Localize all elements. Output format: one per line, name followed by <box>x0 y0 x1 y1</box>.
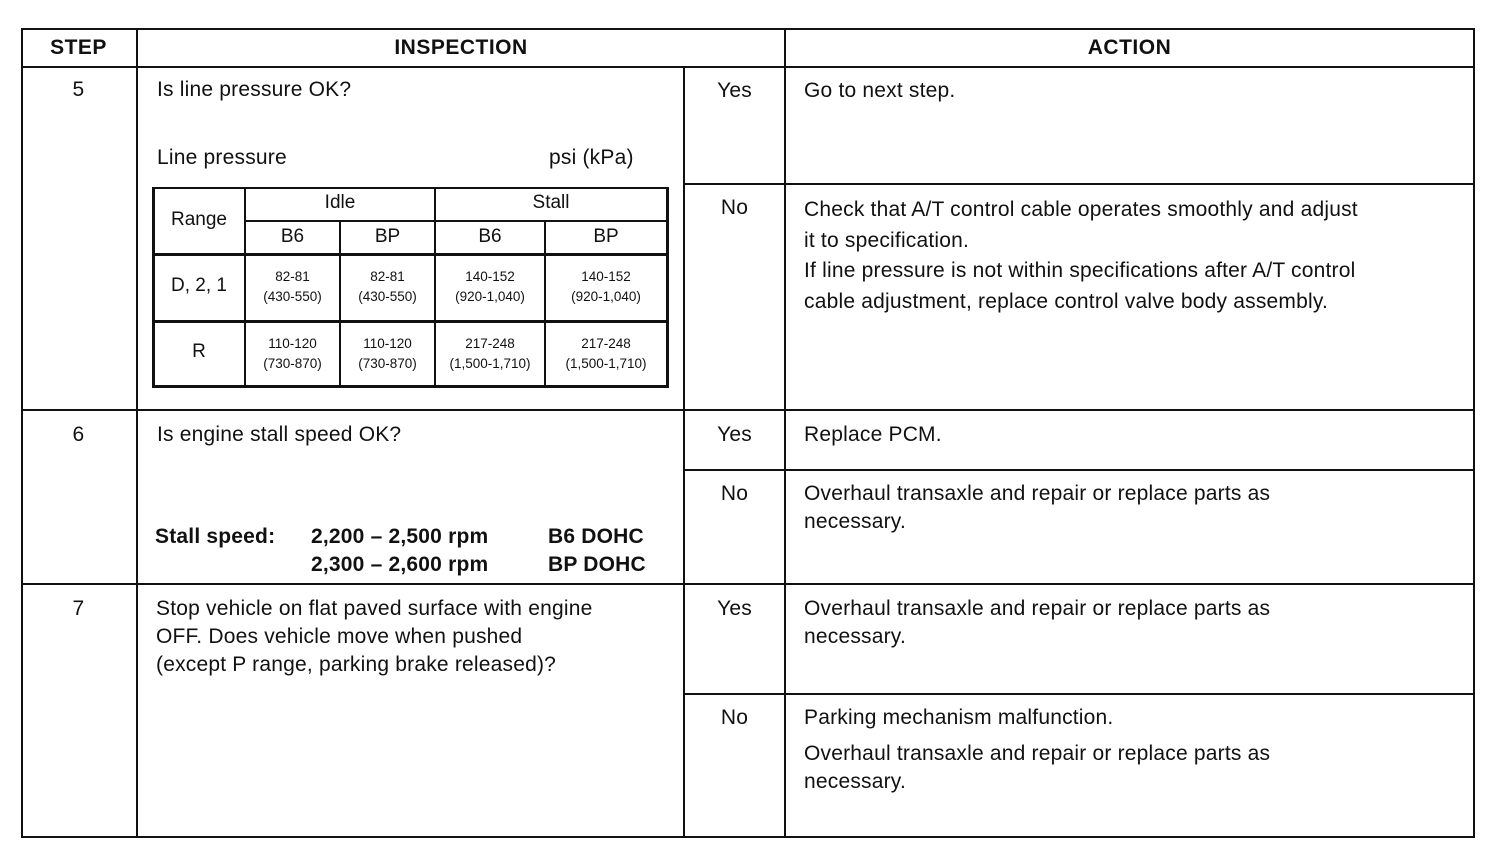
question-line: (except P range, parking brake released)? <box>156 653 557 676</box>
lp-cell <box>341 334 434 374</box>
lp-group-idle: Idle <box>324 192 356 213</box>
step-6-no-action <box>804 480 1270 536</box>
lp-group-stall: Stall <box>532 192 570 213</box>
lp-table-group-divider <box>245 220 668 222</box>
action-line: cable adjustment, replace control valve body assembly. <box>804 289 1329 313</box>
lp-cell-psi: 217-248 <box>581 336 631 351</box>
step-7-no-label: No <box>720 706 749 729</box>
lp-table-header-divider <box>152 253 668 256</box>
lp-cell <box>436 334 544 374</box>
lp-cell-psi: 82-81 <box>275 269 310 284</box>
action-line: If line pressure is not within specifications after A/T control <box>804 259 1356 282</box>
lp-engine-stall-b6: B6 <box>478 226 502 247</box>
action-column-divider <box>784 28 786 838</box>
lp-cell-psi: 82-81 <box>370 269 405 284</box>
stall-speed-b6-engine: B6 DOHC <box>548 525 644 548</box>
action-line: Overhaul transaxle and repair or replace parts as <box>804 482 1271 505</box>
step-5-yes-no-divider <box>683 183 1475 185</box>
lp-range-r: R <box>192 341 206 362</box>
header-divider <box>21 66 1475 68</box>
lp-cell-kpa: (920-1,040) <box>571 289 641 304</box>
step-7-yes-label: Yes <box>717 597 752 620</box>
lp-table-right <box>666 187 669 388</box>
table-border-bottom <box>21 836 1475 838</box>
lp-range-d21: D, 2, 1 <box>171 275 227 296</box>
table-border-top <box>21 28 1475 30</box>
step-5-yes-action: Go to next step. <box>804 79 956 102</box>
header-step: STEP <box>50 36 107 59</box>
lp-engine-idle-bp: BP <box>374 226 401 247</box>
action-line: necessary. <box>804 510 906 533</box>
lp-cell-psi: 110-120 <box>268 336 317 351</box>
lp-cell-kpa: (430-550) <box>358 289 417 304</box>
lp-table-row-divider <box>152 320 668 323</box>
table-border-right <box>1473 28 1475 838</box>
step-7-number: 7 <box>72 597 85 620</box>
action-line: it to specification. <box>804 228 970 252</box>
lp-cell-psi: 140-152 <box>465 269 515 284</box>
lp-cell-kpa: (730-870) <box>263 356 322 371</box>
lp-engine-idle-b6: B6 <box>280 226 305 247</box>
step-6-yes-label: Yes <box>717 423 752 446</box>
step-5-no-action <box>804 195 1358 317</box>
action-line: Check that A/T control cable operates smoothly and adjust <box>804 198 1358 221</box>
action-line: necessary. <box>804 625 906 648</box>
lp-cell <box>246 334 339 374</box>
lp-cell-kpa: (1,500-1,710) <box>449 356 531 371</box>
lp-table-bottom <box>152 385 668 388</box>
step-7-no-action-first: Parking mechanism malfunction. <box>804 706 1114 729</box>
lp-cell <box>341 267 434 307</box>
lp-engine-stall-bp: BP <box>593 226 619 247</box>
stall-speed-b6-rpm: 2,200 – 2,500 rpm <box>311 525 489 548</box>
step-6-question: Is engine stall speed OK? <box>157 423 402 446</box>
step-5-question: Is line pressure OK? <box>157 78 352 101</box>
stall-speed-bp-engine: BP DOHC <box>548 553 646 576</box>
stall-speed-label: Stall speed: <box>155 525 276 548</box>
lp-cell <box>546 334 666 374</box>
lp-table-top <box>152 187 668 189</box>
step-6-no-label: No <box>720 482 749 505</box>
lp-cell-kpa: (430-550) <box>263 289 322 304</box>
lp-cell <box>546 267 666 307</box>
lp-cell-psi: 140-152 <box>581 269 631 284</box>
lp-cell-kpa: (1,500-1,710) <box>565 356 647 371</box>
lp-cell <box>246 267 339 307</box>
line-pressure-label: Line pressure <box>157 146 287 169</box>
step-6-yes-no-divider <box>683 469 1475 471</box>
question-line: Stop vehicle on flat paved surface with engine <box>156 597 593 620</box>
step-row-divider-5-6 <box>21 409 1475 411</box>
action-line: Overhaul transaxle and repair or replace parts as <box>804 742 1271 765</box>
step-5-number: 5 <box>72 78 85 101</box>
line-pressure-unit: psi (kPa) <box>549 146 634 169</box>
header-action: ACTION <box>1087 36 1172 59</box>
step-column-divider <box>136 28 138 838</box>
step-7-yes-no-divider <box>683 693 1475 695</box>
stall-speed-bp-rpm: 2,300 – 2,600 rpm <box>311 553 489 576</box>
lp-cell-kpa: (730-870) <box>358 356 417 371</box>
lp-cell-psi: 110-120 <box>363 336 412 351</box>
action-line: necessary. <box>804 770 906 793</box>
question-line: OFF. Does vehicle move when pushed <box>156 625 523 648</box>
lp-range-header: Range <box>171 209 227 230</box>
lp-cell <box>436 267 544 307</box>
step-5-no-label: No <box>720 196 749 219</box>
step-7-yes-action <box>804 595 1270 651</box>
step-6-number: 6 <box>72 423 85 446</box>
header-inspection: INSPECTION <box>394 36 528 59</box>
step-7-no-action <box>804 740 1270 796</box>
step-row-divider-6-7 <box>21 583 1475 585</box>
lp-cell-psi: 217-248 <box>465 336 515 351</box>
step-7-question <box>156 595 592 679</box>
step-5-yes-label: Yes <box>717 79 752 102</box>
lp-cell-kpa: (920-1,040) <box>455 289 525 304</box>
step-6-yes-action: Replace PCM. <box>804 423 942 446</box>
action-line: Overhaul transaxle and repair or replace parts as <box>804 597 1271 620</box>
